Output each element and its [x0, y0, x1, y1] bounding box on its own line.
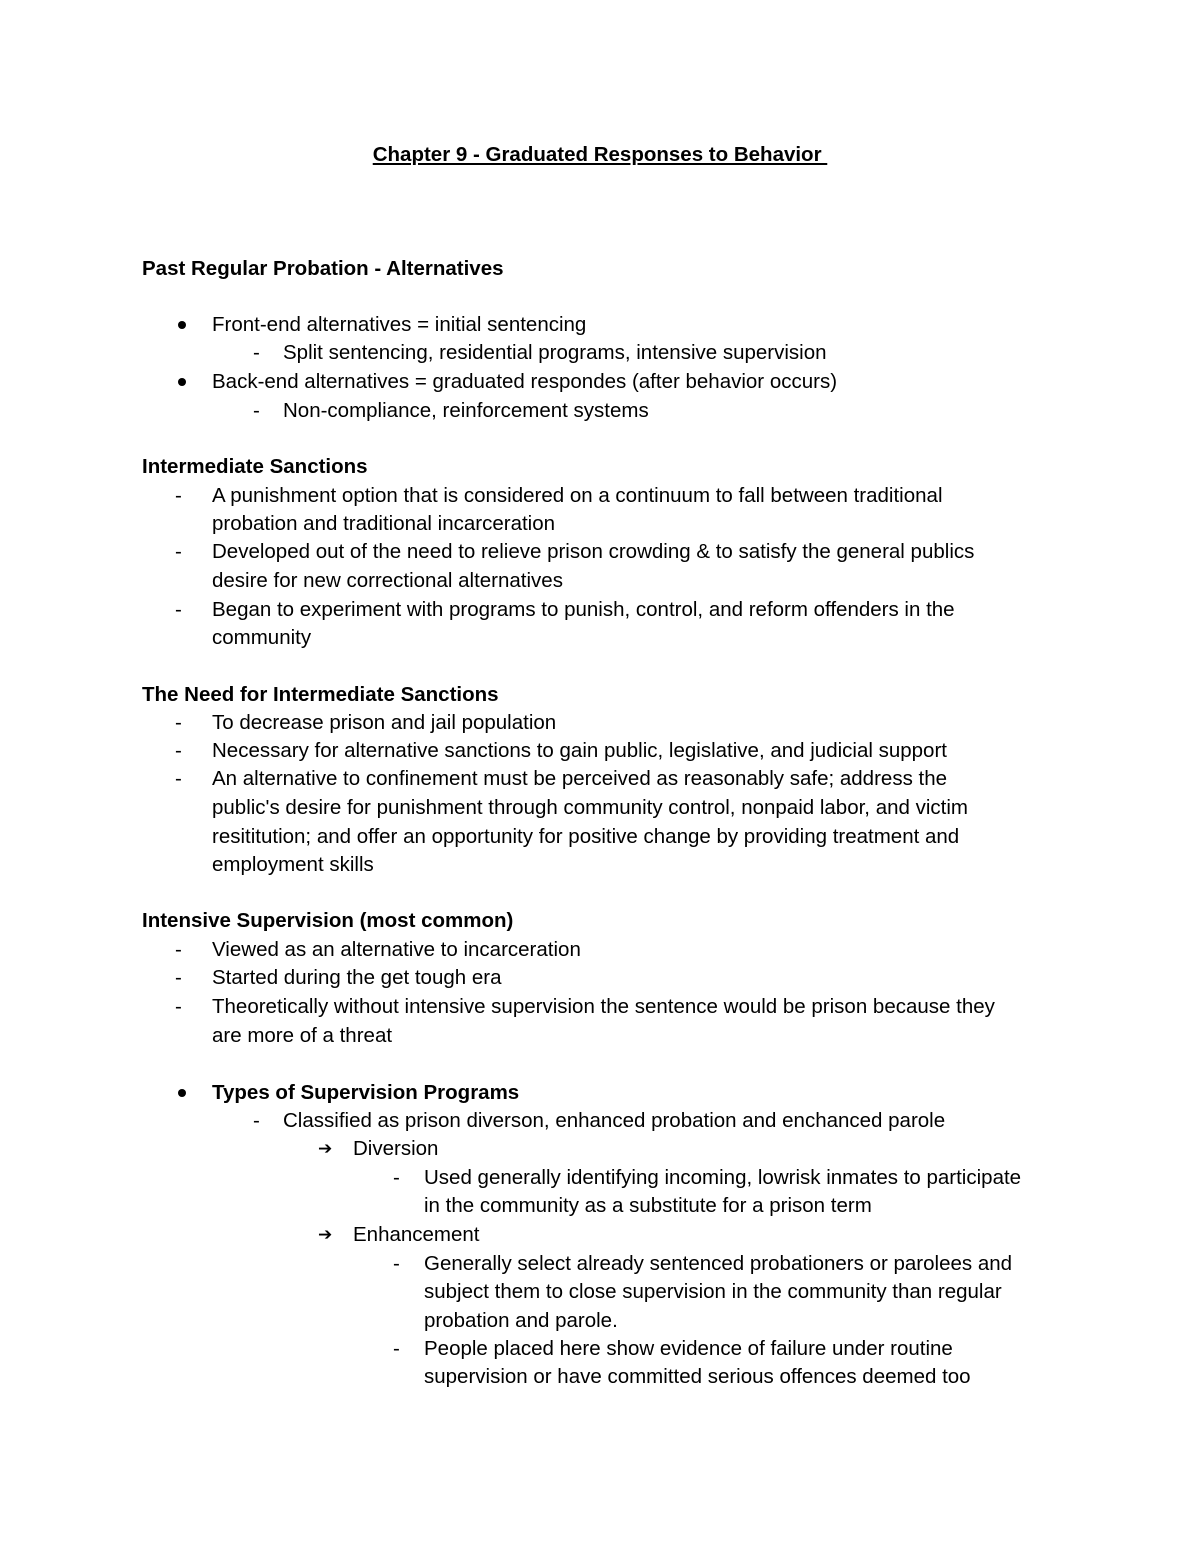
list-item: Split sentencing, residential programs, intensive supervision — [283, 341, 827, 364]
page-title: Chapter 9 - Graduated Responses to Behavior — [372, 143, 828, 166]
dash-marker: - — [393, 1166, 400, 1189]
list-item: Developed out of the need to relieve prison crowding & to satisfy the general publics — [212, 540, 975, 563]
dash-marker: - — [393, 1337, 400, 1360]
arrow-right-icon: ➔ — [318, 1225, 333, 1245]
section-heading-intermediate: Intermediate Sanctions — [142, 455, 368, 478]
dash-marker: - — [175, 995, 182, 1018]
list-item: subject them to close supervision in the community than regular — [424, 1280, 1002, 1303]
list-item: Began to experiment with programs to punish, control, and reform offenders in the — [212, 598, 955, 621]
list-item: probation and parole. — [424, 1309, 618, 1332]
dash-marker: - — [175, 966, 182, 989]
dash-marker: - — [393, 1252, 400, 1275]
arrow-right-icon: ➔ — [318, 1139, 333, 1159]
list-item: An alternative to confinement must be perceived as reasonably safe; address the — [212, 767, 948, 790]
list-item: desire for new correctional alternatives — [212, 569, 563, 592]
dash-marker: - — [175, 711, 182, 734]
dash-marker: - — [253, 399, 260, 422]
list-item: Enhancement — [353, 1223, 480, 1246]
list-item: supervision or have committed serious offences deemed too — [424, 1365, 971, 1388]
section-heading-past-regular: Past Regular Probation - Alternatives — [142, 257, 504, 280]
bullet-icon — [178, 378, 186, 386]
dash-marker: - — [175, 484, 182, 507]
list-item: in the community as a substitute for a prison term — [424, 1194, 872, 1217]
list-item: Classified as prison diverson, enhanced probation and enchanced parole — [283, 1109, 946, 1132]
list-item: Started during the get tough era — [212, 966, 502, 989]
list-item: public's desire for punishment through community control, nonpaid labor, and victim — [212, 796, 968, 819]
list-item: People placed here show evidence of failure under routine — [424, 1337, 953, 1360]
dash-marker: - — [175, 739, 182, 762]
section-heading-need: The Need for Intermediate Sanctions — [142, 683, 499, 706]
list-item: Non-compliance, reinforcement systems — [283, 399, 649, 422]
dash-marker: - — [175, 598, 182, 621]
dash-marker: - — [175, 767, 182, 790]
dash-marker: - — [253, 1109, 260, 1132]
list-item: Theoretically without intensive supervision the sentence would be prison because they — [212, 995, 995, 1018]
list-item: employment skills — [212, 853, 374, 876]
section-heading-intensive: Intensive Supervision (most common) — [142, 909, 514, 932]
list-item: Diversion — [353, 1137, 439, 1160]
bullet-icon — [178, 321, 186, 329]
list-item: probation and traditional incarceration — [212, 512, 556, 535]
dash-marker: - — [253, 341, 260, 364]
dash-marker: - — [175, 938, 182, 961]
list-item: Back-end alternatives = graduated respondes (after behavior occurs) — [212, 370, 838, 393]
section-heading-types: Types of Supervision Programs — [212, 1081, 520, 1104]
list-item: A punishment option that is considered on a continuum to fall between traditional — [212, 484, 943, 507]
list-item: resititution; and offer an opportunity for positive change by providing treatment and — [212, 825, 960, 848]
list-item: Front-end alternatives = initial sentencing — [212, 313, 587, 336]
list-item: Generally select already sentenced probationers or parolees and — [424, 1252, 1013, 1275]
list-item: To decrease prison and jail population — [212, 711, 557, 734]
dash-marker: - — [175, 540, 182, 563]
bullet-icon — [178, 1089, 186, 1097]
list-item: Viewed as an alternative to incarceration — [212, 938, 581, 961]
list-item: community — [212, 626, 312, 649]
list-item: are more of a threat — [212, 1024, 393, 1047]
list-item: Necessary for alternative sanctions to gain public, legislative, and judicial support — [212, 739, 947, 762]
list-item: Used generally identifying incoming, lowrisk inmates to participate — [424, 1166, 1022, 1189]
